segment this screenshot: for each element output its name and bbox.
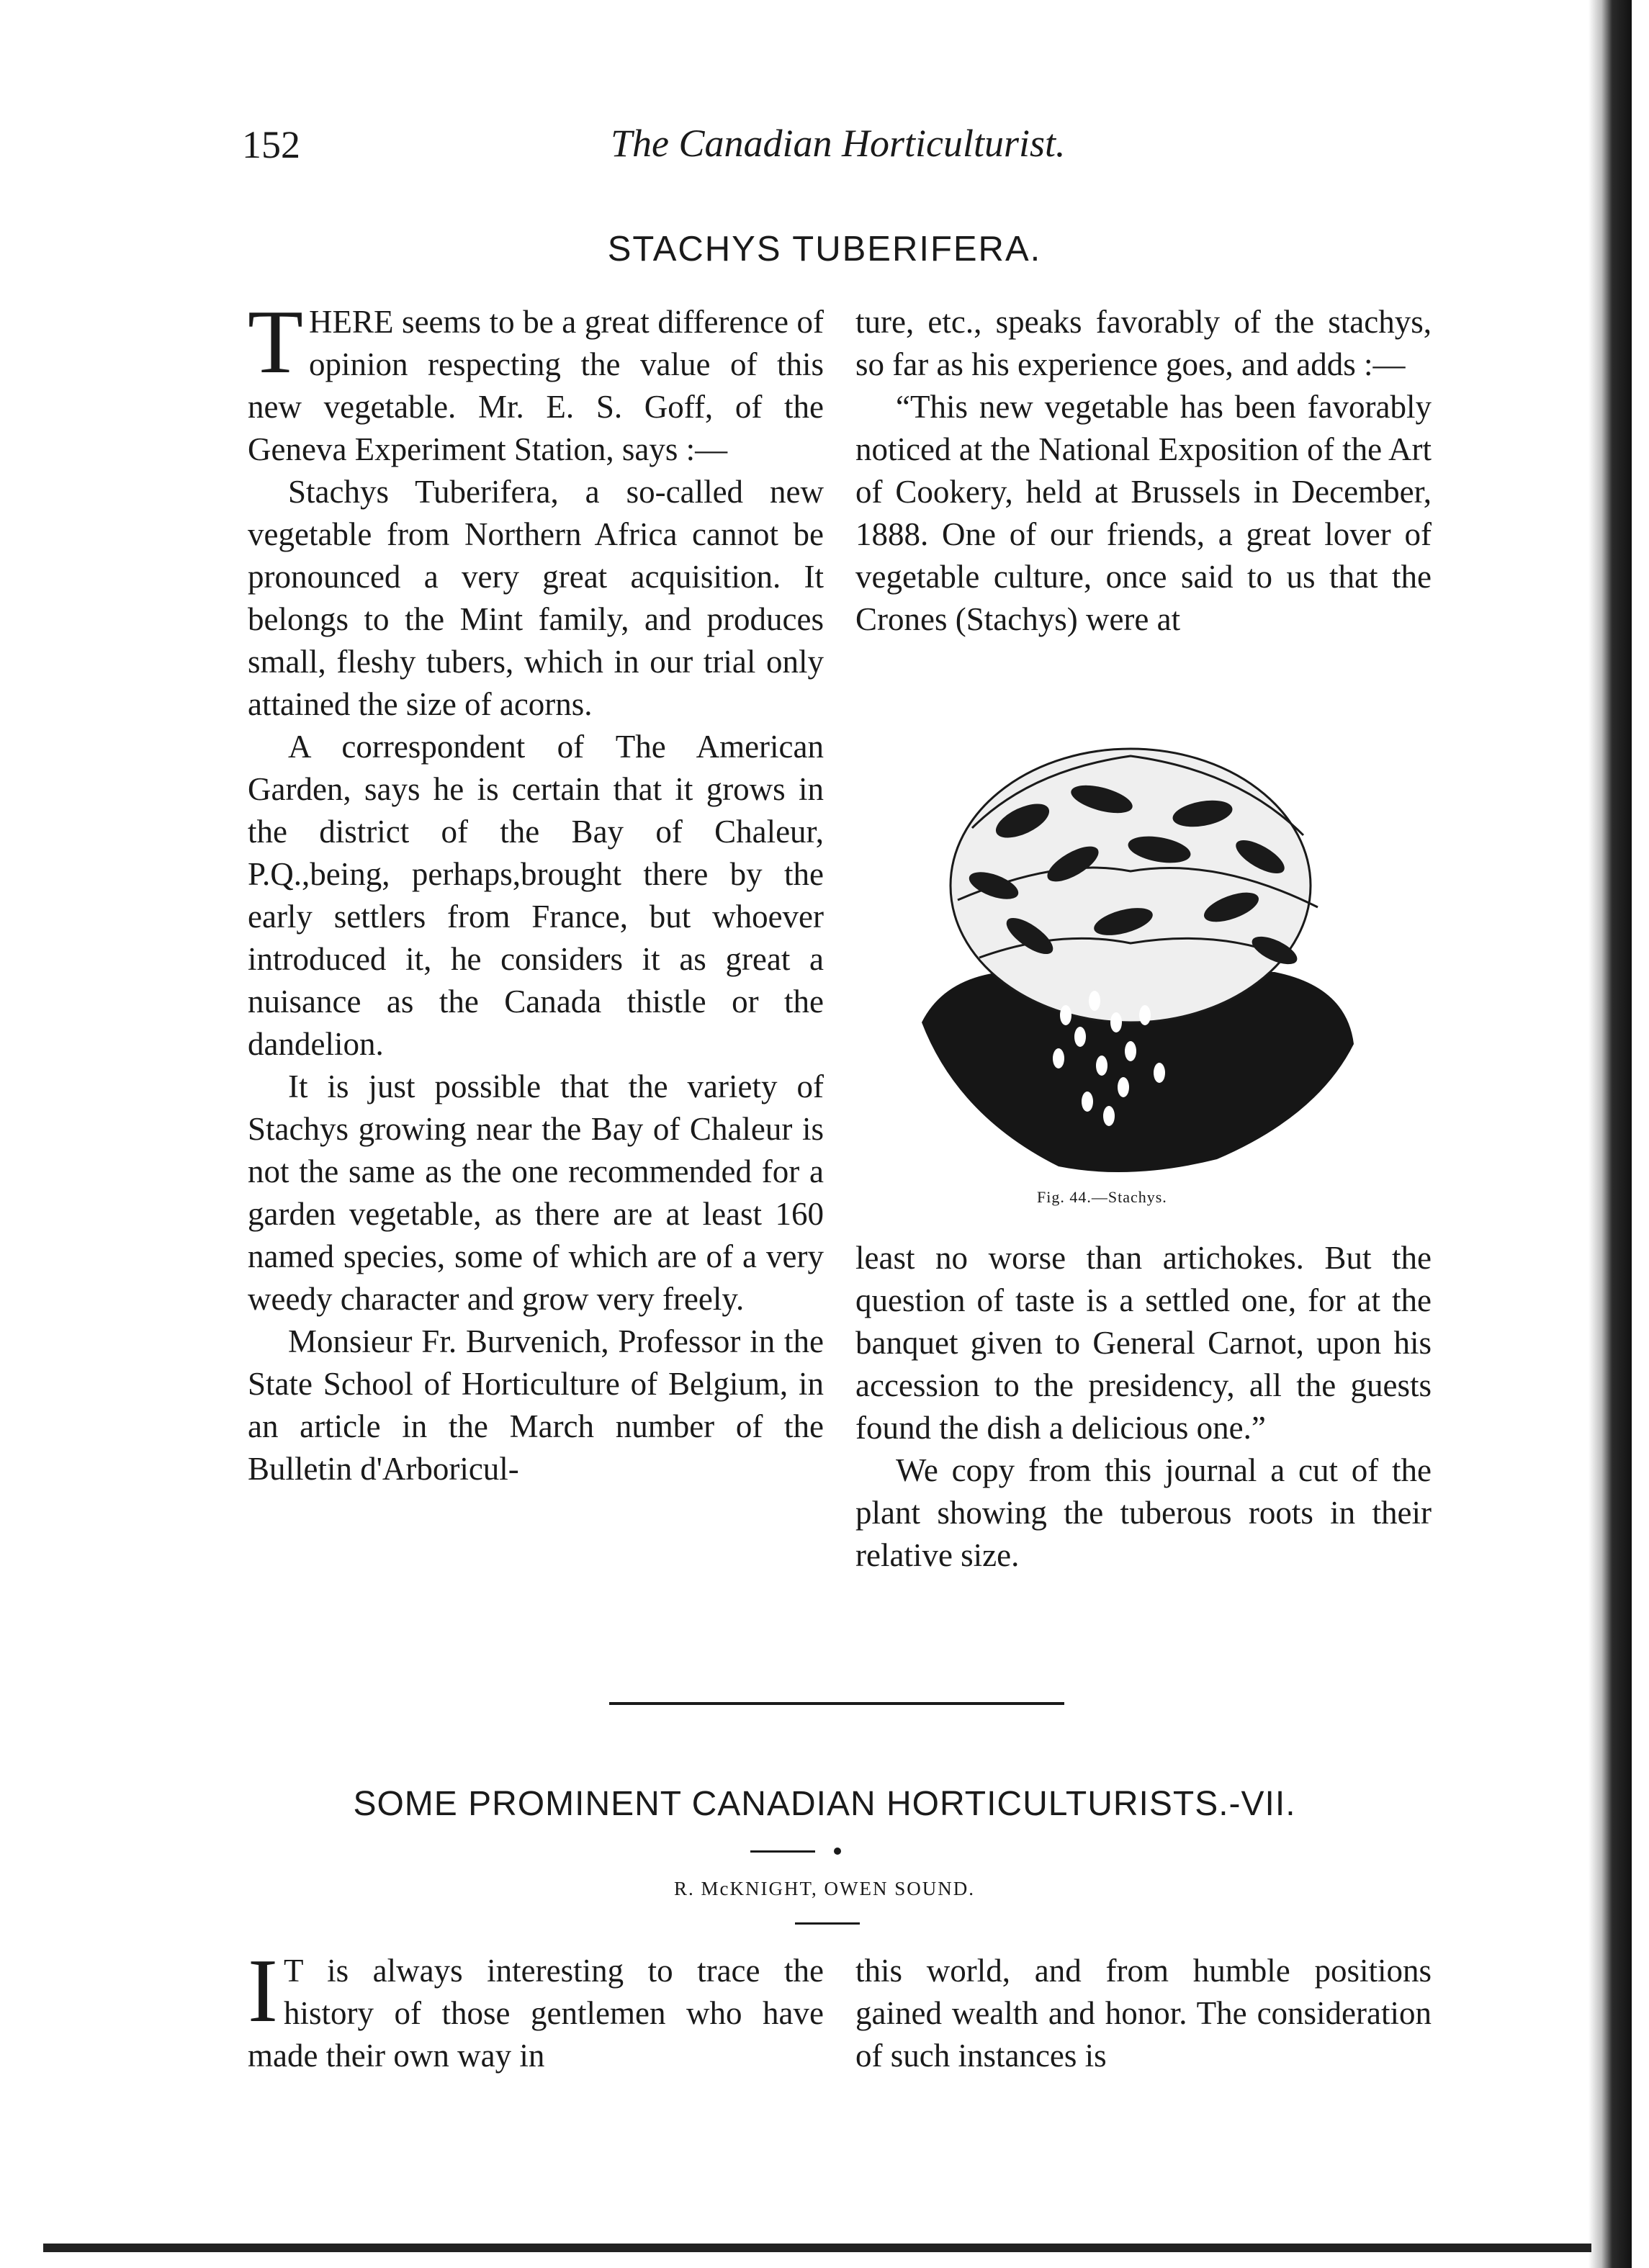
page-bottom-edge	[43, 2244, 1591, 2252]
figure-caption: Fig. 44.—Stachys.	[1037, 1188, 1167, 1206]
ornament-rule	[750, 1850, 815, 1853]
article-title-stachys: STACHYS TUBERIFERA.	[607, 230, 1042, 269]
article2-left-column	[248, 1941, 824, 2077]
paragraph: this world, and from humble positions gained wealth and honor. The consideration of such instances is	[855, 1953, 1432, 2074]
paragraph: least no worse than artichokes. But the question of taste is a settled one, for at the banquet given to General Carnot, upon his accession to the presidency, all the guests found the dish a delicious one.”	[855, 1240, 1432, 1446]
paragraph: ture, etc., speaks favorably of the stachys, so far as his experience goes, and adds :—	[855, 304, 1432, 382]
paragraph: I T is always interesting to trace the history of those gentlemen who have made their own way in	[248, 1941, 824, 2074]
byline-rule	[795, 1922, 860, 1925]
drop-cap: T	[248, 292, 303, 392]
ornament-dot	[834, 1848, 841, 1855]
stachys-plant-illustration	[915, 742, 1361, 1181]
paragraph: A correspondent of The American Garden, says he is certain that it grows in the district of the Bay of Chaleur, P.Q.,being, perhaps,brought there by the early settlers from France, but whoever introduced it, he considers it as great a nuisance as the Canada thistle or the dandelion.	[248, 729, 824, 1062]
byline: R. McKNIGHT, OWEN SOUND.	[674, 1878, 975, 1899]
drop-cap: I	[248, 1941, 278, 2041]
article1-left-column	[248, 292, 824, 1490]
page-number: 152	[242, 123, 300, 166]
paragraph: We copy from this journal a cut of the plant showing the tuberous roots in their relative size.	[855, 1452, 1432, 1573]
section-divider	[609, 1702, 1064, 1705]
paragraph: Stachys Tuberifera, a so-called new vegetable from Northern Africa cannot be pronounced a very great acquisition. It belongs to the Mint family, and produces small, fleshy tubers, which in our trial only attained the size of acorns.	[248, 474, 824, 722]
paragraph: “This new vegetable has been favorably noticed at the National Exposition of the Art of Cookery, held at Brussels in December, 1888. One of our friends, a great lover of vegetable culture, once said to us that the Crones (Stachys) were at	[855, 389, 1432, 637]
article-title-horticulturists: SOME PROMINENT CANADIAN HORTICULTURISTS.-VII.	[353, 1785, 1296, 1823]
paragraph: Monsieur Fr. Burvenich, Professor in the State School of Horticulture of Belgium, in an article in the March number of the Bulletin d'Arboricul-	[248, 1323, 824, 1487]
paragraph: It is just possible that the variety of Stachys growing near the Bay of Chaleur is not the same as the one recommended for a garden vegetable, as there are at least 160 named species, some of which are of a very weedy character and grow very freely.	[248, 1068, 824, 1317]
article1-right-column-top	[855, 301, 1432, 641]
running-title: The Canadian Horticulturist.	[611, 122, 1066, 165]
article1-right-column-bottom	[855, 1237, 1432, 1577]
page-edge-shadow	[1589, 0, 1632, 2268]
paragraph: THERE seems to be a great difference of opinion respecting the value of this new vegetable. Mr. E. S. Goff, of the Geneva Experiment Station, says :—	[248, 292, 824, 467]
article2-right-column	[855, 1950, 1432, 2077]
